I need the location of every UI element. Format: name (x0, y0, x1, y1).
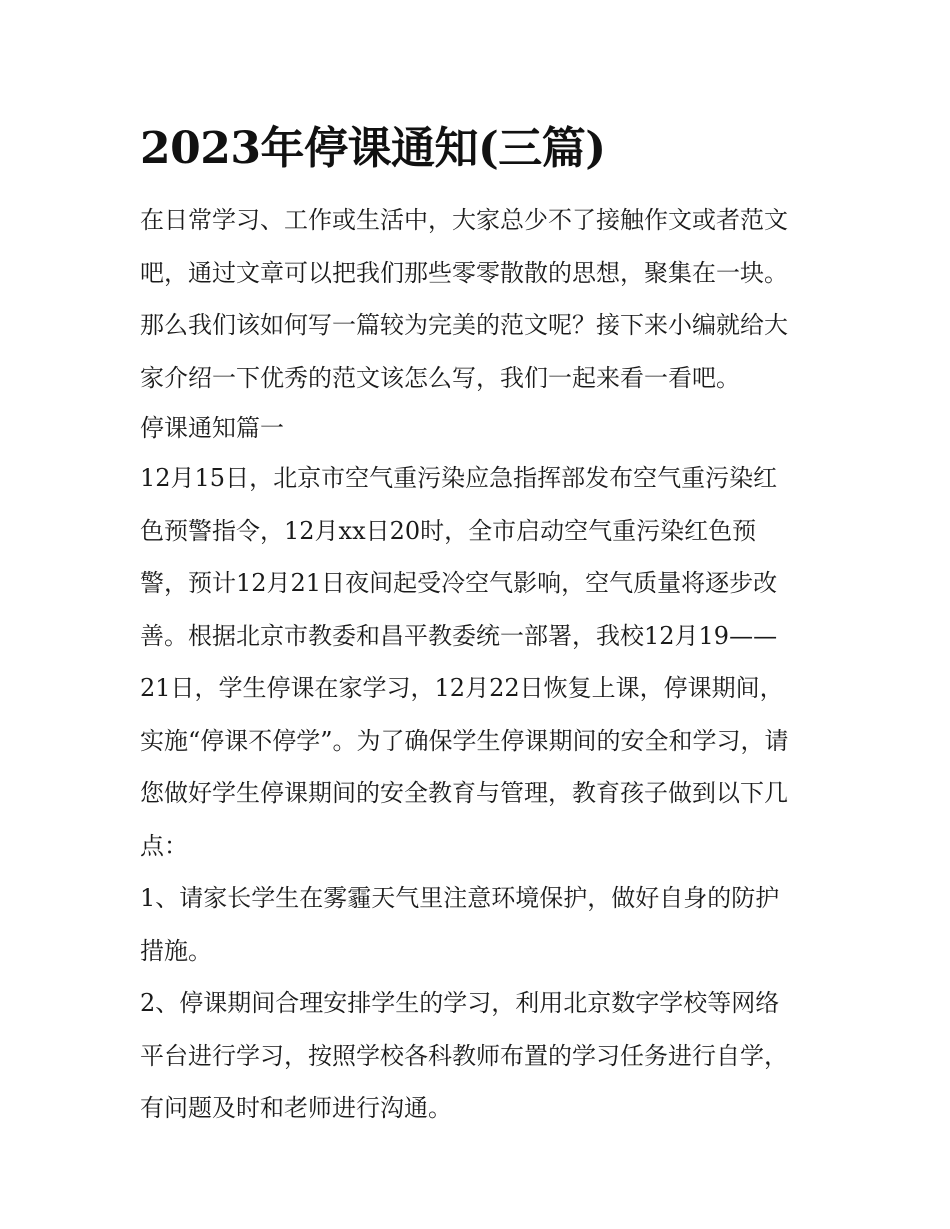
list-item-line: 1、请家长学生在雾霾天气里注意环境保护，做好自身的防护 (140, 884, 780, 912)
intro-line: 吧，通过文章可以把我们那些零零散散的思想，聚集在一块。 (140, 258, 788, 287)
intro-paragraph (140, 194, 820, 404)
list-item-2 (140, 977, 820, 1135)
intro-line: 在日常学习、工作或生活中，大家总少不了接触作文或者范文 (140, 206, 788, 234)
list-item-line: 2、停课期间合理安排学生的学习，利用北京数字学校等网络 (140, 989, 780, 1017)
notice-line: 12月15日，北京市空气重污染应急指挥部发布空气重污染红 (140, 464, 778, 492)
list-item-line: 平台进行学习，按照学校各科教师布置的学习任务进行自学， (140, 1041, 788, 1070)
list-item-line: 有问题及时和老师进行沟通。 (140, 1094, 452, 1122)
notice-paragraph (140, 452, 820, 872)
document-page (140, 118, 820, 1135)
intro-line: 家介绍一下优秀的范文该怎么写，我们一起来看一看吧。 (140, 363, 740, 392)
notice-line: 色预警指令，12月xx日20时，全市启动空气重污染红色预 (140, 516, 757, 545)
list-item-1 (140, 872, 820, 977)
section-heading: 停课通知篇一 (140, 414, 284, 442)
notice-line: 实施“停课不停学”。为了确保学生停课期间的安全和学习，请 (140, 726, 789, 755)
notice-line: 21日，学生停课在家学习，12月22日恢复上课，停课期间， (140, 674, 784, 702)
intro-line: 那么我们该如何写一篇较为完美的范文呢？接下来小编就给大 (140, 311, 788, 339)
notice-line: 善。根据北京市教委和昌平教委统一部署，我校12月19—— (140, 621, 778, 650)
notice-line: 警，预计12月21日夜间起受冷空气影响，空气质量将逐步改 (140, 569, 778, 597)
document-title: 2023年停课通知(三篇) (140, 123, 606, 174)
list-item-line: 措施。 (140, 936, 212, 965)
notice-line: 您做好学生停课期间的安全教育与管理，教育孩子做到以下几 (140, 779, 788, 807)
notice-line: 点： (140, 831, 188, 860)
